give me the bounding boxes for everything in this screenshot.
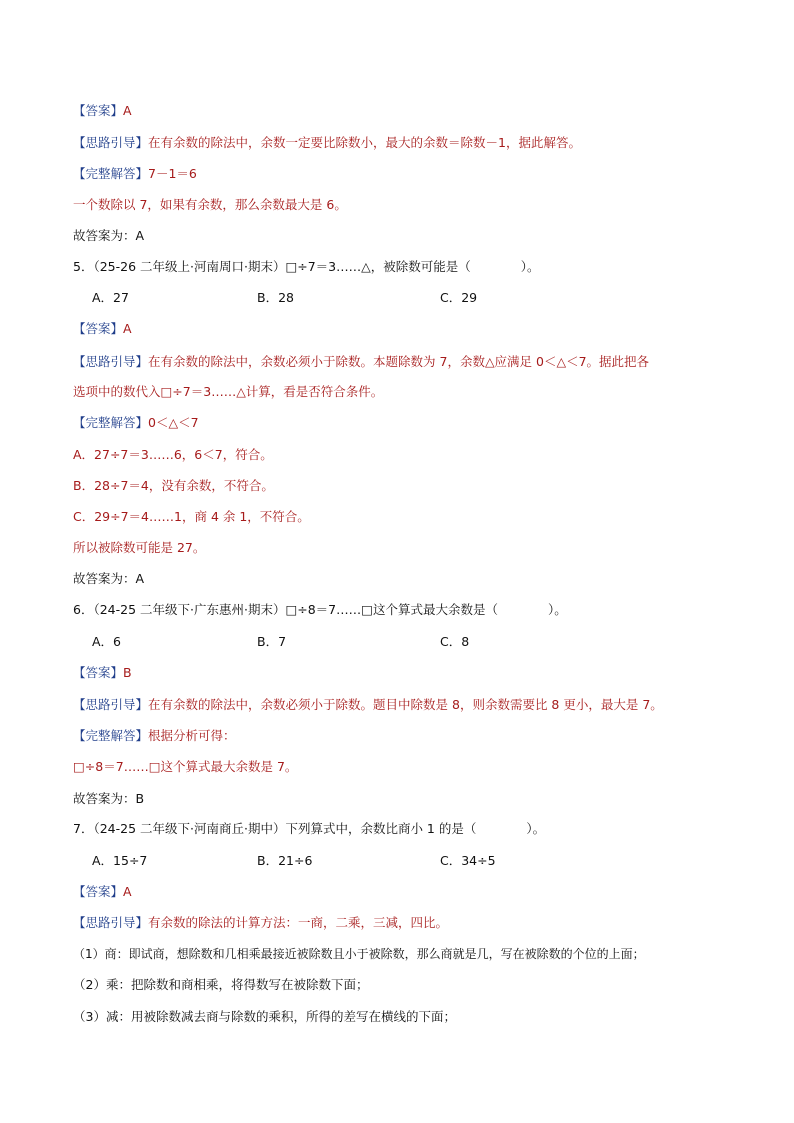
option-c: C．8 xyxy=(440,634,470,649)
answer-value: A xyxy=(123,103,132,118)
hint-text: 有余数的除法的计算方法：一商，二乘，三减，四比。 xyxy=(148,915,449,930)
question-7: 7．（24-25 二年级下·河南商丘·期中）下列算式中，余数比商小 1 的是（ ）。 xyxy=(73,821,546,836)
question-5-options xyxy=(92,289,732,307)
final-answer: 故答案为：B xyxy=(73,791,145,806)
hint-label: 【思路引导】 xyxy=(73,915,149,930)
option-b: B．7 xyxy=(257,634,287,649)
solution-detail: B．28÷7＝4，没有余数，不符合。 xyxy=(73,478,274,493)
option-a: A．27 xyxy=(92,290,129,305)
hint-text: 在有余数的除法中，余数必须小于除数。题目中除数是 8，则余数需要比 8 更小，最大是 7。 xyxy=(148,697,663,712)
solution-label: 【完整解答】 xyxy=(73,166,149,181)
hint-label: 【思路引导】 xyxy=(73,697,149,712)
solution-detail: A．27÷7＝3……6，6＜7，符合。 xyxy=(73,447,273,462)
hint-continuation: 选项中的数代入□÷7＝3……△计算，看是否符合条件。 xyxy=(73,384,384,399)
answer-label: 【答案】 xyxy=(73,665,124,680)
option-b: B．21÷6 xyxy=(257,853,313,868)
hint-line xyxy=(73,134,581,152)
solution-line xyxy=(73,165,197,183)
solution-line xyxy=(73,414,199,432)
answer-line xyxy=(73,102,132,120)
answer-label: 【答案】 xyxy=(73,321,124,336)
answer-line xyxy=(73,320,132,338)
solution-detail: □÷8＝7……□这个算式最大余数是 7。 xyxy=(73,759,298,774)
solution-label: 【完整解答】 xyxy=(73,728,149,743)
answer-line xyxy=(73,883,132,901)
hint-text: 在有余数的除法中，余数必须小于除数。本题除数为 7，余数△应满足 0＜△＜7。据此把各 xyxy=(148,354,650,369)
solution-text: 0＜△＜7 xyxy=(148,415,199,430)
question-5: 5．（25-26 二年级上·河南周口·期末）□÷7＝3……△，被除数可能是（ ）。 xyxy=(73,259,540,274)
option-a: A．6 xyxy=(92,634,122,649)
solution-text: 7－1＝6 xyxy=(148,166,197,181)
hint-line xyxy=(73,914,448,932)
option-c: C．34÷5 xyxy=(440,853,496,868)
option-a: A．15÷7 xyxy=(92,853,148,868)
hint-line xyxy=(73,353,649,371)
solution-detail: 所以被除数可能是 27。 xyxy=(73,540,206,555)
answer-value: B xyxy=(123,665,132,680)
answer-value: A xyxy=(123,321,132,336)
solution-detail: 一个数除以 7，如果有余数，那么余数最大是 6。 xyxy=(73,197,347,212)
solution-detail: C．29÷7＝4……1，商 4 余 1，不符合。 xyxy=(73,509,310,524)
final-answer: 故答案为：A xyxy=(73,228,145,243)
answer-label: 【答案】 xyxy=(73,884,124,899)
question-6-options xyxy=(92,633,732,651)
answer-value: A xyxy=(123,884,132,899)
hint-text: 在有余数的除法中，余数一定要比除数小，最大的余数＝除数－1，据此解答。 xyxy=(148,135,581,150)
solution-line xyxy=(73,727,236,745)
final-answer: 故答案为：A xyxy=(73,571,145,586)
method-step: （2）乘：把除数和商相乘，将得数写在被除数下面； xyxy=(73,977,369,992)
question-7-options xyxy=(92,852,732,870)
method-step: （3）减：用被除数减去商与除数的乘积，所得的差写在横线的下面； xyxy=(73,1009,456,1024)
hint-label: 【思路引导】 xyxy=(73,135,149,150)
option-b: B．28 xyxy=(257,290,294,305)
hint-line xyxy=(73,696,663,714)
answer-label: 【答案】 xyxy=(73,103,124,118)
option-c: C．29 xyxy=(440,290,478,305)
answer-line xyxy=(73,664,132,682)
question-6: 6．（24-25 二年级下·广东惠州·期末）□÷8＝7……□这个算式最大余数是（ ）。 xyxy=(73,602,567,617)
solution-text: 根据分析可得： xyxy=(148,728,236,743)
method-step: （1）商：即试商，想除数和几相乘最接近被除数且小于被除数，那么商就是几，写在被除数的个位的上面； xyxy=(73,947,645,961)
solution-label: 【完整解答】 xyxy=(73,415,149,430)
hint-label: 【思路引导】 xyxy=(73,354,149,369)
